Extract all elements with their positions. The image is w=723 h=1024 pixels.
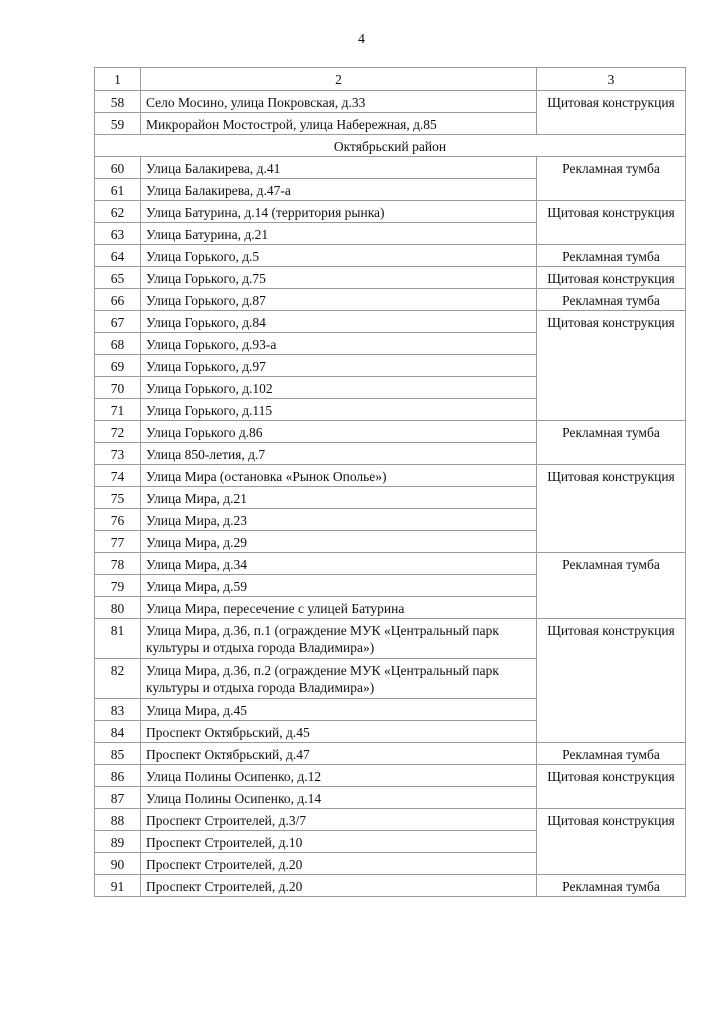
row-number: 85 [95, 743, 141, 765]
row-structure-type: Щитовая конструкция [537, 809, 686, 875]
row-address: Улица Мира, д.36, п.2 (ограждение МУК «Центральный парк культуры и отдыха города Владимира») [141, 659, 537, 699]
row-address: Улица Мира, д.45 [141, 699, 537, 721]
row-address: Улица Горького, д.87 [141, 289, 537, 311]
table-row [95, 157, 686, 179]
row-number: 74 [95, 465, 141, 487]
row-address: Улица Мира, д.34 [141, 553, 537, 575]
row-number: 70 [95, 377, 141, 399]
row-address: Улица Горького, д.93-а [141, 333, 537, 355]
header-cell-address: 2 [141, 68, 537, 91]
row-number: 81 [95, 619, 141, 659]
row-number: 62 [95, 201, 141, 223]
row-number: 78 [95, 553, 141, 575]
row-address: Улица Батурина, д.14 (территория рынка) [141, 201, 537, 223]
table-row [95, 465, 686, 487]
row-address: Микрорайон Мостострой, улица Набережная, д.85 [141, 113, 537, 135]
table-row [95, 619, 686, 659]
table-row [95, 311, 686, 333]
row-address: Улица Балакирева, д.41 [141, 157, 537, 179]
row-address: Проспект Строителей, д.3/7 [141, 809, 537, 831]
row-number: 91 [95, 875, 141, 897]
table-row [95, 809, 686, 831]
row-structure-type: Рекламная тумба [537, 289, 686, 311]
row-address: Улица Полины Осипенко, д.14 [141, 787, 537, 809]
row-number: 87 [95, 787, 141, 809]
row-address: Проспект Октябрьский, д.45 [141, 721, 537, 743]
row-number: 77 [95, 531, 141, 553]
row-number: 60 [95, 157, 141, 179]
row-address: Проспект Строителей, д.20 [141, 853, 537, 875]
row-structure-type: Щитовая конструкция [537, 267, 686, 289]
row-number: 67 [95, 311, 141, 333]
table-row [95, 91, 686, 113]
row-address: Улица Мира, д.21 [141, 487, 537, 509]
row-number: 65 [95, 267, 141, 289]
table-row [95, 245, 686, 267]
table-row [95, 267, 686, 289]
row-number: 63 [95, 223, 141, 245]
section-row [95, 135, 686, 157]
row-address: Улица Горького, д.84 [141, 311, 537, 333]
row-address: Проспект Строителей, д.20 [141, 875, 537, 897]
page-number: 4 [358, 32, 365, 47]
header-cell-type: 3 [537, 68, 686, 91]
row-address: Проспект Строителей, д.10 [141, 831, 537, 853]
table-row [95, 765, 686, 787]
row-number: 58 [95, 91, 141, 113]
row-address: Улица Полины Осипенко, д.12 [141, 765, 537, 787]
row-address: Улица Мира, д.36, п.1 (ограждение МУК «Центральный парк культуры и отдыха города Владимира») [141, 619, 537, 659]
row-structure-type: Рекламная тумба [537, 421, 686, 465]
row-address: Улица 850-летия, д.7 [141, 443, 537, 465]
row-number: 84 [95, 721, 141, 743]
table-row [95, 421, 686, 443]
row-address: Улица Мира, д.29 [141, 531, 537, 553]
row-structure-type: Рекламная тумба [537, 553, 686, 619]
row-address: Улица Горького, д.5 [141, 245, 537, 267]
row-address: Улица Батурина, д.21 [141, 223, 537, 245]
header-cell-number: 1 [95, 68, 141, 91]
row-number: 86 [95, 765, 141, 787]
row-number: 71 [95, 399, 141, 421]
row-number: 79 [95, 575, 141, 597]
row-structure-type: Рекламная тумба [537, 875, 686, 897]
row-structure-type: Щитовая конструкция [537, 465, 686, 553]
row-number: 66 [95, 289, 141, 311]
row-number: 82 [95, 659, 141, 699]
row-address: Улица Горького, д.115 [141, 399, 537, 421]
row-structure-type: Рекламная тумба [537, 743, 686, 765]
row-address: Проспект Октябрьский, д.47 [141, 743, 537, 765]
row-address: Улица Мира, пересечение с улицей Батурина [141, 597, 537, 619]
row-address: Улица Мира, д.59 [141, 575, 537, 597]
row-number: 73 [95, 443, 141, 465]
row-structure-type: Щитовая конструкция [537, 201, 686, 245]
row-number: 89 [95, 831, 141, 853]
row-number: 69 [95, 355, 141, 377]
table-row [95, 743, 686, 765]
row-structure-type: Щитовая конструкция [537, 311, 686, 421]
row-structure-type: Рекламная тумба [537, 245, 686, 267]
table-header-row [95, 68, 686, 91]
row-number: 68 [95, 333, 141, 355]
row-number: 90 [95, 853, 141, 875]
row-number: 83 [95, 699, 141, 721]
row-number: 88 [95, 809, 141, 831]
row-structure-type: Щитовая конструкция [537, 91, 686, 135]
row-address: Улица Горького д.86 [141, 421, 537, 443]
table-row [95, 289, 686, 311]
table-row [95, 201, 686, 223]
row-address: Улица Горького, д.97 [141, 355, 537, 377]
row-address: Улица Мира (остановка «Рынок Ополье») [141, 465, 537, 487]
section-title: Октябрьский район [95, 135, 686, 157]
row-number: 76 [95, 509, 141, 531]
row-number: 64 [95, 245, 141, 267]
row-number: 75 [95, 487, 141, 509]
row-structure-type: Щитовая конструкция [537, 619, 686, 743]
row-number: 72 [95, 421, 141, 443]
row-address: Улица Мира, д.23 [141, 509, 537, 531]
row-number: 61 [95, 179, 141, 201]
row-structure-type: Щитовая конструкция [537, 765, 686, 809]
row-address: Улица Балакирева, д.47-а [141, 179, 537, 201]
row-address: Улица Горького, д.75 [141, 267, 537, 289]
row-address: Улица Горького, д.102 [141, 377, 537, 399]
advertising-locations-table [94, 67, 686, 897]
row-number: 59 [95, 113, 141, 135]
row-address: Село Мосино, улица Покровская, д.33 [141, 91, 537, 113]
table-row [95, 875, 686, 897]
row-structure-type: Рекламная тумба [537, 157, 686, 201]
table-row [95, 553, 686, 575]
row-number: 80 [95, 597, 141, 619]
